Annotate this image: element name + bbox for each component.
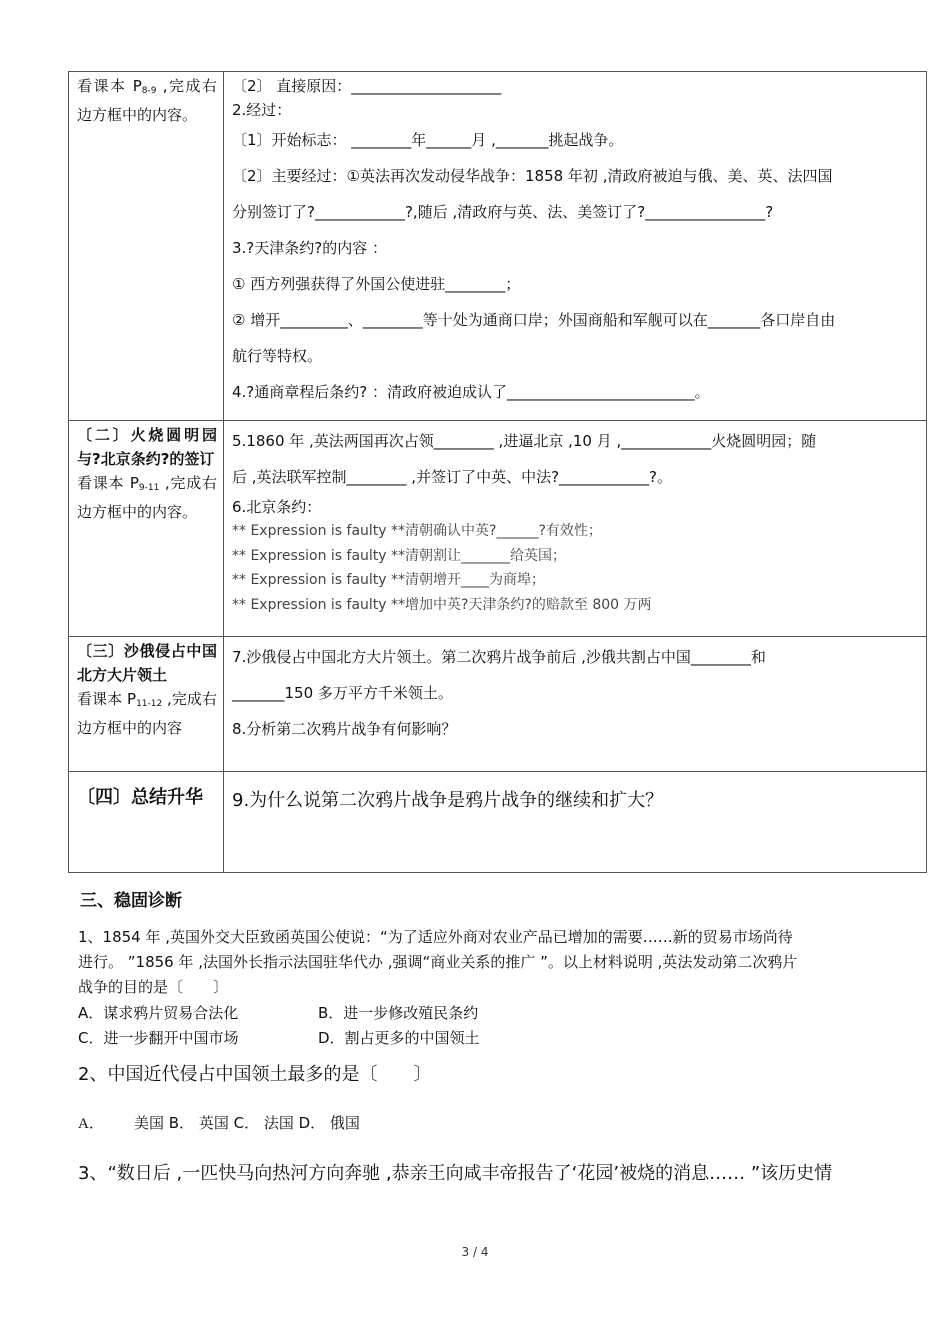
q1-line: 战争的目的是〔 〕 [78, 978, 229, 996]
q1-option-a[interactable]: A．谋求鸦片贸易合法化 [78, 1004, 239, 1022]
row3-line: _______150 多万平方千米领土。 [232, 684, 453, 702]
row3-guide: 〔三〕沙俄侵占中国北方大片领土 看课本 $P_{11-12}$ ,完成右边方框中的内容 [69, 637, 224, 772]
summary-question: 9.为什么说第二次鸦片战争是鸦片战争的继续和扩大？ [232, 790, 664, 811]
row1-content [224, 72, 927, 421]
row1-line: 〔2〕 直接原因：____________________ [232, 77, 502, 95]
q1-option-c[interactable]: C．进一步翻开中国市场 [78, 1029, 239, 1047]
row2-title: 〔二〕火烧圆明园与?北京条约?的签订 [77, 426, 217, 468]
faulty-line: ** Expression is faulty **清朝确认中英?______?有效性； [232, 523, 602, 539]
row1-line: ① 西方列强获得了外国公使进驻________； [232, 275, 521, 293]
row1-line: 分别签订了?____________?,随后 ,清政府与英、法、美签订了?________________? [232, 203, 774, 221]
row1-line: 3.?天津条约?的内容 ： [232, 239, 388, 257]
row2-line: 后 ,英法联军控制________ ,并签订了中英、中法?____________?。 [232, 468, 672, 486]
faulty-line: ** Expression is faulty **清朝增开____为商埠； [232, 572, 546, 588]
table-row [69, 421, 927, 637]
row1-line: 〔1〕开始标志： ________年______月 ,_______挑起战争。 [232, 131, 624, 149]
row2-guide: 〔二〕火烧圆明园与?北京条约?的签订 看课本 $P_{9-11}$ ,完成右边方框中的内容。 [69, 421, 224, 637]
q2-options[interactable]: 美国 B． 英国 C． 法国 D． 俄国 [134, 1114, 360, 1132]
faulty-line: ** Expression is faulty **清朝割让_______给英国； [232, 547, 567, 564]
row2-line: 5.1860 年 ,英法两国再次占领________ ,进逼北京 ,10 月 ,____________火烧圆明园；随 [232, 432, 817, 450]
row4-content [224, 772, 927, 873]
q1-line: 1、1854 年 ,英国外交大臣致函英国公使说：“为了适应外商对农业产品已增加的需要……新的贸易市场尚待 [78, 928, 793, 946]
page-number: 3 / 4 [461, 1245, 489, 1259]
row2-line: 6.北京条约： [232, 498, 322, 516]
table-row [69, 72, 927, 421]
row1-line: ② 增开_________、________等十处为通商口岸；外国商船和军舰可以在_______各口岸自由 [232, 311, 836, 329]
row1-guide: 看课本 $P_{8-9}$ ,完成右边方框中的内容。 [69, 72, 224, 421]
q1-line: 进行。 ”1856 年 ,法国外长指示法国驻华代办 ,强调“商业关系的推广 ”。以上材料说明 ,英法发动第二次鸦片 [78, 953, 798, 971]
q2-option-a-label[interactable]: A． [78, 1116, 104, 1132]
row1-line: 〔2〕主要经过：①英法再次发动侵华战争：1858 年初 ,清政府被迫与俄、美、英、法四国 [232, 167, 833, 185]
row4-title: 〔四〕总结升华 [77, 787, 203, 808]
row3-content [224, 637, 927, 772]
row3-line: 7.沙俄侵占中国北方大片领土。第二次鸦片战争前后 ,沙俄共割占中国________和 [232, 648, 766, 666]
section-title: 三、稳固诊断 [80, 891, 182, 911]
q3-stem: 3、“数日后 ,一匹快马向热河方向奔驰 ,恭亲王向咸丰帝报告了‘花园’被烧的消息…… ”该历史情 [78, 1163, 833, 1184]
row2-content [224, 421, 927, 637]
study-table [68, 71, 927, 873]
row1-line: 航行等特权。 [232, 347, 323, 365]
row4-guide [69, 772, 224, 873]
faulty-line: ** Expression is faulty **增加中英?天津条约?的赔款至 800 万两 [232, 596, 652, 613]
row1-line: 4.?通商章程后条约? ：清政府被迫成认了_________________________。 [232, 383, 710, 401]
q2-stem: 2、中国近代侵占中国领土最多的是〔 〕 [78, 1064, 432, 1085]
table-row [69, 637, 927, 772]
table-row [69, 772, 927, 873]
row3-line: 8.分析第二次鸦片战争有何影响？ [232, 720, 457, 738]
q1-option-d[interactable]: D．割占更多的中国领土 [318, 1029, 480, 1047]
q1-option-b[interactable]: B．进一步修改殖民条约 [318, 1004, 479, 1022]
row1-line: 2.经过： [232, 101, 292, 119]
row3-title: 〔三〕沙俄侵占中国北方大片领土 [77, 642, 217, 684]
